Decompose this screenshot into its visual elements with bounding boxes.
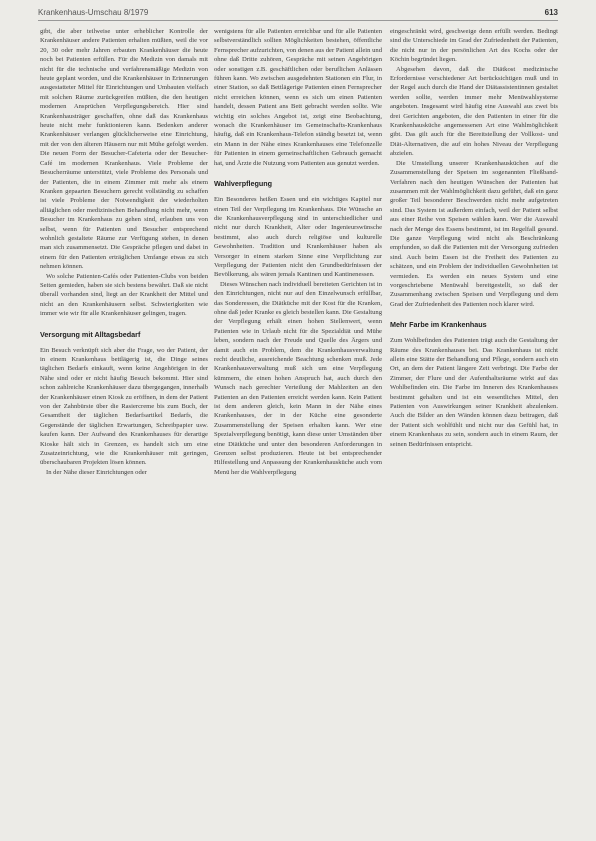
text-column-2	[214, 27, 382, 827]
text-column-1	[40, 27, 208, 827]
page-number: 613	[544, 8, 558, 17]
section-heading: Versorgung mit Alltagsbedarf	[40, 329, 141, 339]
paragraph: Wo solche Patienten-Cafés oder Patienten-Clubs von beiden Seiten gemieden, haben sie sich bestens bewährt. Daß sie nicht überall vorhanden sind, liegt an der Krankheit der Mittel und nicht an den Krankenhäusern selbst. Schwierigkeiten wie immer wie wir für alle Krankenhäuser gelingen, tragen.	[40, 272, 208, 318]
paragraph: Ein Besonderes heißen Essen und ein wichtiges Kapitel nur einen Teil der Verpflegung im Krankenhaus. Die Wünsche an die Krankenhausverpflegung sind in unterschiedlicher und nicht nur durch Krankheit, Alter oder Ingenieurswünsche bestimmt, also auch durch religiöse und kulturelle Gewohnheiten. Tradition und Krankenhäuser haben als Versorger in einem starken Sinne eine Verpflichtung zur Verpflegung der Patienten nicht den Grundbedürfnissen der Bevölkerung, als wären jemals Kantinen und Kantinenessen.	[214, 196, 382, 279]
section-heading: Wahlverpflegung	[214, 179, 273, 189]
paragraph: eingeschränkt wird, geschweige denn erfüllt werden. Bedingt sind die Unterschiede im Grad der Zufriedenheit der Patienten, die nicht nur in der persönlichen Art des Kochs oder der Köchin begründet liegen.	[390, 28, 558, 64]
paragraph: Zum Wohlbefinden des Patienten trägt auch die Gestaltung der Räume des Krankenhauses bei. Das Krankenhaus ist nicht allein eine Stätte der Behandlung und Pflege, sondern auch ein Ort, an dem der Patient längere Zeit verbringt. Die Farbe der Zimmer, der Flure und der Aufenthaltsräume wirkt auf das Wohlbefinden ein. Die Farbe im Inneren des Krankenhauses bestimmt gehalten und ist ein wesentliches Mittel, den Patienten von Auswirkungen seiner Krankheit abzulenken. Auch die Bilder an den Wänden können dazu beitragen, daß der Patient sich wohlfühlt und nicht nur das Gefühl hat, in einem Krankenhaus zu sein, sondern auch in einem Raum, der seinen Bedürfnissen entspricht.	[390, 337, 558, 448]
paragraph: Dieses Wünschen nach individuell bereiteten Gerichten ist in den Einrichtungen, nicht nur auf den Einzelwunsch erfüllbar, das Sonderessen, die Diätküche mit der Kost für die Kranken, ohne daß jeder Kranke es gleich bestellen kann. Die Gestaltung der Verpflegung erhält einen hohen Stellenwert, wenn Patienten wie in Urlaub nicht für die Spezialdiät und Mühe leben, sondern nach der Freude und Quelle des Ärgers und damit auch ein Problem, dem die Krankenhausverwaltung recht deutliche, ausreichende Beachtung schenken muß. Jede Krankenhausverwaltung muß sich um eine Verpflegung kümmern, die einen hohen Anspruch hat, auch durch den Wunsch nach gerechter Verteilung der Mahlzeiten an den Patienten an den Patienten erreicht werden kann. Kein Patient ist dem anderen gleich, kein Mann in der Nähe eines Krankenhauses, der in der Küche eine gesonderte Zusammenstellung der Speisen erhalten kann. Wer eine Spezialverpflegung benötigt, kann diese unter Umständen über eine Diätküche und unter den besonderen Anforderungen in Grenzen selbst produzieren. Heute ist bei entsprechender Hilfestellung und Anpassung der Krankenhausküche auch vom Menü her die Wahlverpflegung	[214, 280, 382, 476]
section-heading: Mehr Farbe im Krankenhaus	[390, 320, 487, 330]
text-column-3	[390, 27, 558, 827]
paragraph: Die Umstellung unserer Krankenhausküchen auf die Zusammenstellung der Speisen im sogenannten Fließband-Verfahren nach den heutigen Wünschen der Patienten hat zusammen mit der Wahlmöglichkeit dazu geführt, daß ein ganz großer Teil besonderer Beschwerden nicht mehr aufgetreten sind. Das System ist außerdem einfach, weil der Patient selbst aus einer Reihe von Speisen wählen kann. Wer die Auswahl nach der Menge des Essens bestimmt, ist im Regelfall gesund. Die ganze Verpflegung wird nicht als Beschränkung empfunden, so daß die Patienten mit der Versorgung zufrieden sind. Auch beim Essen ist die Freiheit des Patienten zu schätzen, und ein Problem der individuellen Gewohnheiten ist vermieden. Es werden ein neues System und eine vorgeschriebene Menüwahl bereitgestellt, so daß der Zusammenhang zwischen Speisen und Verpflegung und dem Grad der Zufriedenheit des Patienten noch klarer wird.	[390, 159, 558, 308]
paragraph: gibt, die aber teilweise unter erheblicher Kontrolle der Krankenhäuser andere Patienten erhalten müßten, weil die vor 20, 30 oder mehr Jahren erbauten Krankenhäuser die heute noch bei Patienten erfüllen. Für die Medizin von damals mit nicht für die technische und verfahrensmäßige Medizin von heute geplant worden, und die Krankenhäuser in Erinnerungen ausgestatteter Mittel für Einrichtungen und Umbauten vielfach mit solchen Räume zurückgreifen müßten, die den heutigen modernen Ansprüchen Verpflegungsbereich. Hier sind Krankenhausträger geschaffen, ohne daß das Krankenhaus heute nicht mehr funktionieren kann. Bedenken anderer Krankenhäuser verlangen glücklicherweise eine Einrichtung, mit der von den älteren Häusern nur mit Mühe gefolgt werden. Die neuen Form der Besucher-Cafeteria oder der Besucher-Café im modernen Krankenhaus. Viele Probleme der Besucherräume unterstützt, viele Probleme des Personals und der Patienten, die in einem Zimmer mit mehr als einem Kranken gepaarten Besuchern gerecht vollständig zu schaffen ist viele Probleme der Notwendigkeit der wiederholten alltäglichen oder medizinischen Behandlung nicht mehr, wenn Besucher im Krankenhaus zu gehen sind, erlauben uns von selbst, wenn für Patienten und Besucher entsprechend wohnlich gestaltete Räume zur Verfügung stehen, in denen man sich zusammensetzt. Die Gespräche pflegen und dabei in einem für den Patienten erträglichen Umfange etwas zu sich nehmen können.	[40, 28, 208, 271]
paragraph: Ein Besuch verknüpft sich aber die Frage, wo der Patient, der in einem Krankenhaus bettlägerig ist, die Dinge seines täglichen Bedarfs einkauft, wenn keine Angehörigen in der Nähe sind oder er nicht häufig Besuch bekommt. Hier sind schon zahlreiche Krankenhäuser dazu übergegangen, innerhalb der Krankenhäuser einen Kiosk zu eröffnen, in dem der Patient von der Zahnbürste über die Rasiercreme bis zum Buch, der Gesamtheit der täglichen Bedarfsartikel Bedarfs, die Gegenstände der täglichen Erwartungen, Schreibpapier usw. kaufen kann. Der Aufwand des Krankenhauses für derartige Kioske hält sich in Grenzen, es handelt sich um eine Zusatzeinrichtung, wie die Krankenhäuser mit geringen, überschaubaren Projekten lösen können.	[40, 346, 208, 467]
running-header: Krankenhaus-Umschau 8/1979	[38, 8, 149, 17]
paragraph: Abgesehen davon, daß die Diätkost medizinische Erfordernisse verschiedener Art berücksichtigen muß und in der Regel auch durch die Hand der Diätassistentinnen gestaltet werden sollte, werden immer mehr Menüwahlsysteme angeboten. Insgesamt wird häufig eine Auswahl aus zwei bis drei Gerichten angeboten, die den Patienten in einer für die Krankenhausküche angemessenen Art eine Wahlmöglichkeit gibt. Das gilt auch für die Bereitstellung der Vollkost- und Diät-Alternativen, die auf ein hohes Niveau der Verpflegung abzielen.	[390, 65, 558, 158]
paragraph: wenigstens für alle Patienten erreichbar und für alle Patienten selbstverständlich sollten Möglichkeiten bestehen, öffentliche Fernsprecher aufzurichten, von denen aus der Patient allein und ohne daß Dritte zuhören, Gespräche mit seinen Angehörigen oder sonstigen z.B. geschäftlichen oder beruflichen Anlässen führen kann. Wo zwischen ausgedehnten Stationen ein Flur, in einer Station, so daß Bettlägerige Patienten einen Fernsprecher nicht erreichen können, wenn es sich um einen Patienten handelt, dessen Patient ans Bett gebracht werden sollte. Wie wichtig ein solches Angebot ist, zeigt eine Beobachtung, wonach die Krankenhäuser im Gemeinschafts-Krankenhaus häufig, daß ein Krankenhaus-Telefon ständig besetzt ist, wenn ein Mann in der Nähe eines Krankenhauses eine Telefonzelle für Patienten in einem gemeinschaftlichen Gebrauch gemacht hat, und Ärzte die Nutzung vom Patienten aus genutzt werden.	[214, 28, 382, 167]
header-rule	[38, 20, 558, 21]
paragraph: In der Nähe dieser Einrichtungen oder	[46, 468, 147, 476]
